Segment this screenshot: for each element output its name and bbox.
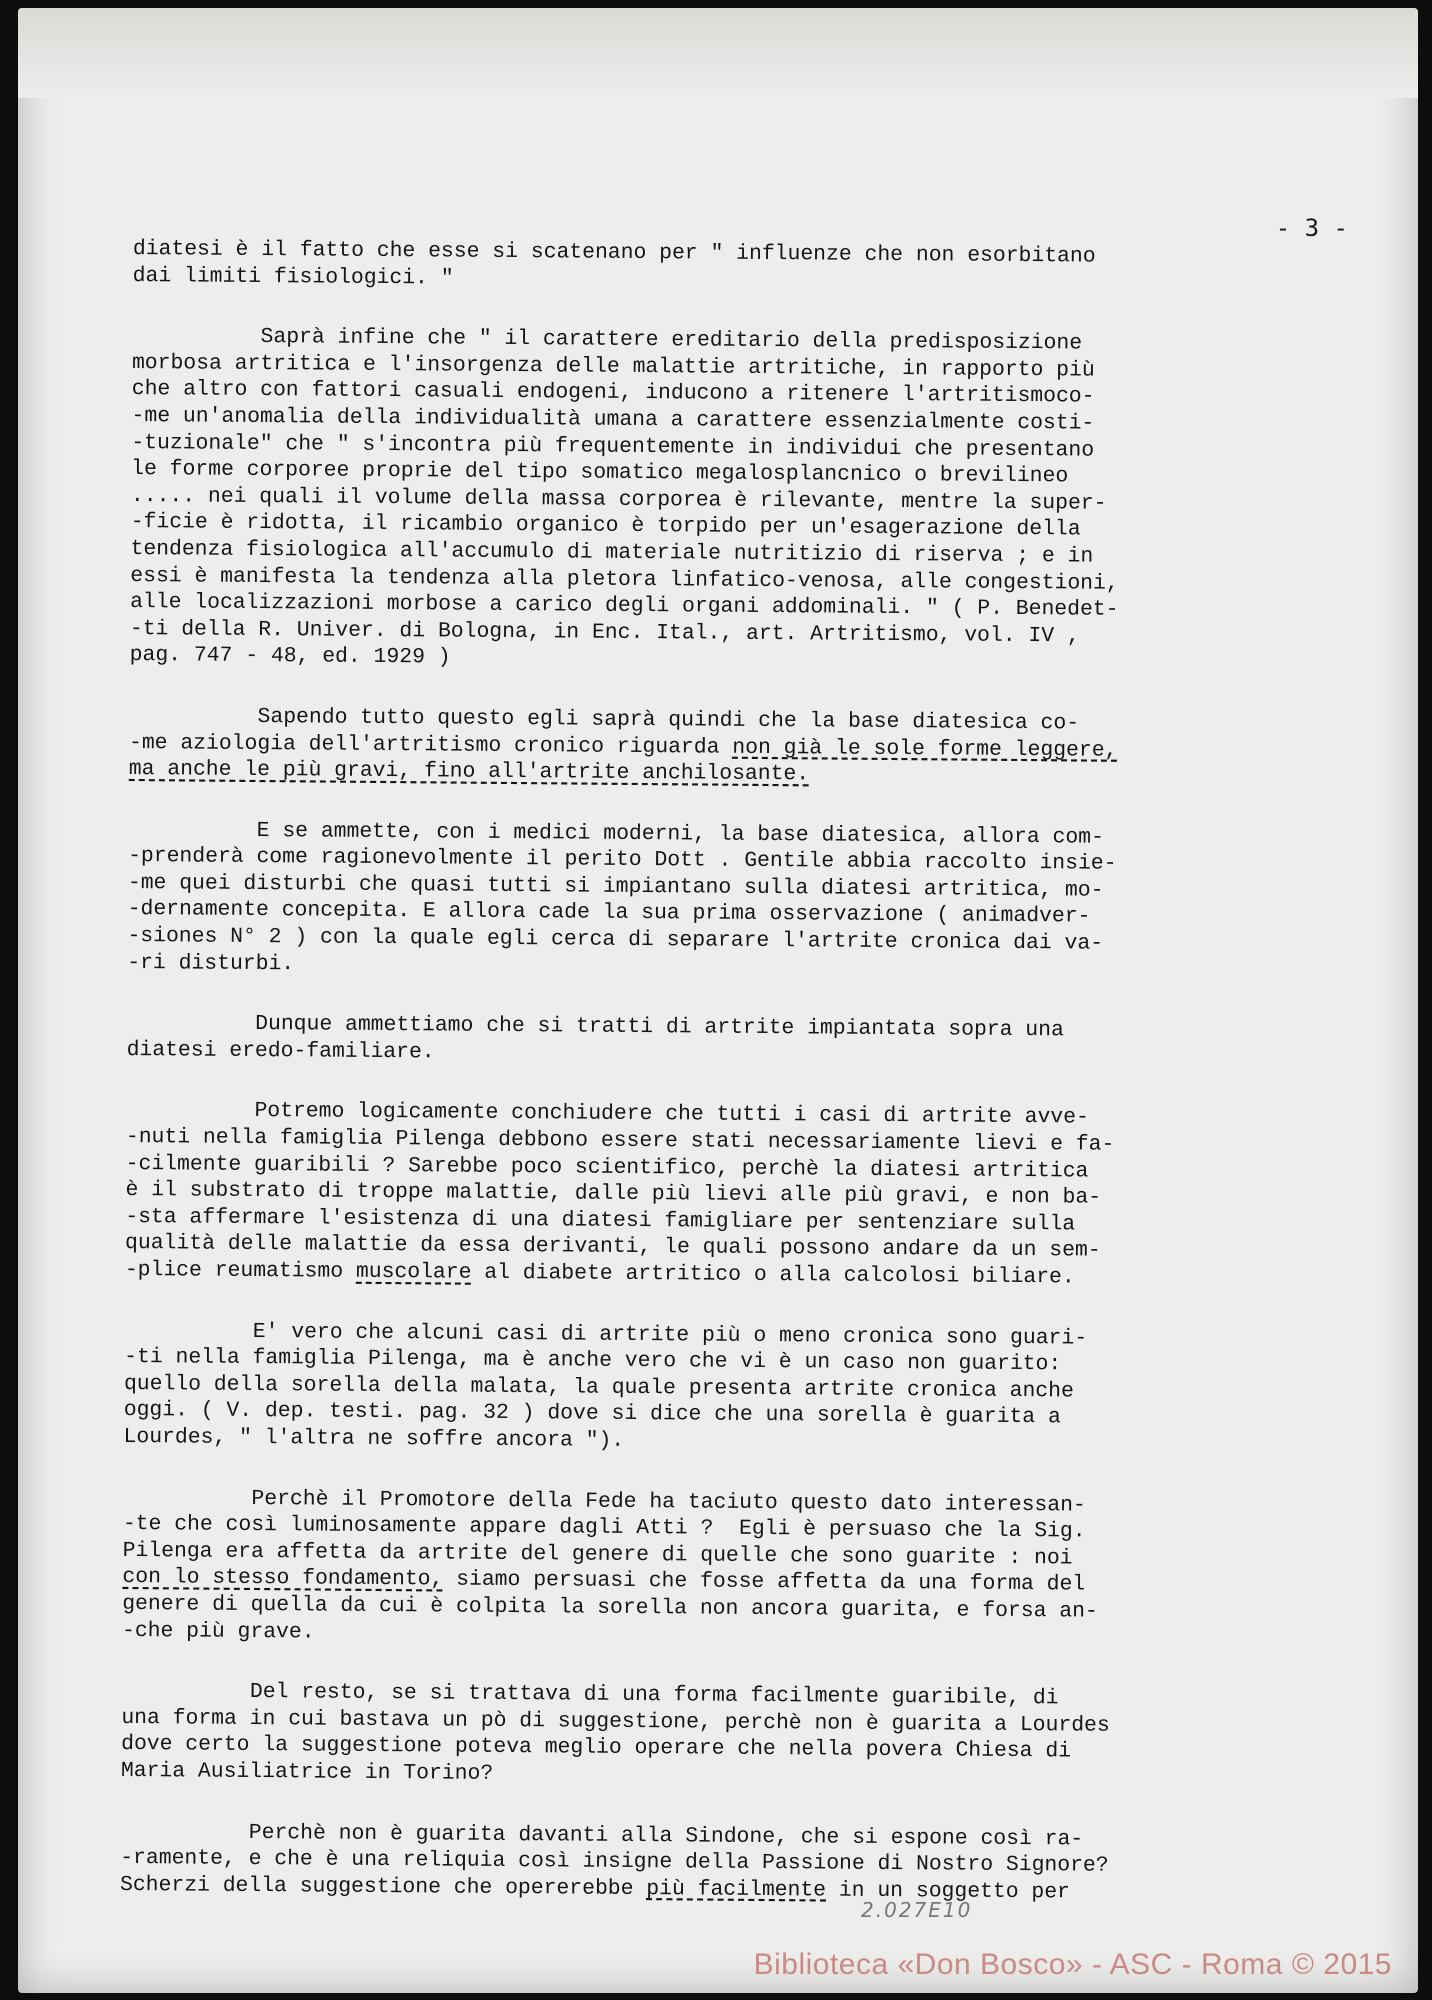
text-line: diatesi eredo-familiare. — [126, 1037, 435, 1065]
page-number: - 3 - — [1275, 214, 1348, 242]
page-top-shadow — [18, 8, 1418, 98]
text-line: Saprà infine che " il carattere ereditario della predisposizione — [132, 324, 1083, 356]
text-line: è il substrato di troppe malattie, dalle più lievi alle più gravi, e non ba- — [125, 1178, 1102, 1210]
text-line: -ti nella famiglia Pilenga, ma è anche vero che vi è un caso non guarito: — [124, 1345, 1062, 1377]
underlined-phrase: con lo stesso fondamento, — [122, 1565, 444, 1592]
text-line: morbosa artritica e l'insorgenza delle malattie artritiche, in rapporto più — [131, 350, 1095, 383]
text-line: -siones N° 2 ) con la quale egli cerca di separare l'artrite cronica dai va- — [127, 924, 1104, 956]
text-line: E' vero che alcuni casi di artrite più o meno cronica sono guari- — [124, 1318, 1088, 1351]
paragraph — [127, 1010, 1347, 1073]
text-line: -te che così luminosamente appare dagli Atti ? Egli è persuaso che la Sig. — [122, 1512, 1086, 1544]
text-line: una forma in cui bastava un pò di suggestione, perchè non è guarita a Lourdes — [121, 1705, 1110, 1738]
paragraph — [125, 1097, 1346, 1293]
text-line: dove certo la suggestione poteva meglio operare che nella povera Chiesa di — [121, 1732, 1072, 1764]
text-line: Del resto, se si trattava di una forma facilmente guaribile, di — [121, 1679, 1059, 1711]
underlined-phrase: muscolare — [355, 1259, 472, 1285]
paragraph — [133, 236, 1353, 299]
text-line: dai limiti fisiologici. " — [132, 263, 454, 291]
paragraph — [121, 1678, 1342, 1794]
text-line: -ficie è ridotta, il ricambio organico è torpido per un'esagerazione della — [130, 510, 1081, 542]
text-line: Perchè il Promotore della Fede ha taciuto questo dato interessan- — [122, 1485, 1086, 1518]
text-line: Dunque ammettiamo che si tratti di artrite impiantata sopra una — [126, 1011, 1064, 1043]
text-line: -che più grave. — [121, 1618, 315, 1645]
text-line: -me aziologia dell'artritismo cronico riguarda non già le sole forme leggere, — [128, 730, 1118, 763]
text-line: ..... nei quali il volume della massa corporea è rilevante, mentre la super- — [130, 483, 1107, 516]
text-line: -me quei disturbi che quasi tutti si impiantano sulla diatesi artritica, mo- — [127, 870, 1104, 903]
body-text — [120, 236, 1353, 1908]
underlined-phrase: ma anche le più gravi, fino all'artrite anchilosante. — [128, 757, 810, 787]
text-line: -ti della R. Univer. di Bologna, in Enc. Ital., art. Artritismo, vol. IV , — [129, 616, 1080, 649]
text-line: alle localizzazioni morbose a carico degli organi addominali. " ( P. Benedet- — [130, 590, 1119, 622]
paragraph — [122, 1485, 1343, 1654]
text-line: tendenza fisiologica all'accumulo di materiale nutritizio di riserva ; e in — [130, 536, 1094, 569]
text-line: -dernamente concepita. E allora cade la sua prima osservazione ( animadver- — [127, 897, 1091, 930]
text-line: quello della sorella della malata, la quale presenta artrite cronica anche — [123, 1371, 1074, 1404]
underlined-phrase: non già le sole forme leggere, — [732, 735, 1118, 763]
text-line: oggi. ( V. dep. testi. pag. 32 ) dove si dice che una sorella è guarita a — [123, 1398, 1061, 1430]
underlined-phrase: più facilmente — [646, 1876, 827, 1903]
text-line: -me un'anomalia della individualità umana a carattere essenzialmente costi- — [131, 403, 1095, 436]
paragraph — [120, 1818, 1341, 1907]
text-line: E se ammette, con i medici moderni, la base diatesica, allora com- — [128, 817, 1104, 850]
text-line: Scherzi della suggestione che opererebbe più facilmente in un soggetto per — [119, 1872, 1071, 1905]
text-line: Potremo logicamente conchiudere che tutti i casi di artrite avve- — [126, 1098, 1089, 1130]
text-line: che altro con fattori casuali endogeni, inducono a ritenere l'artritismoco- — [131, 377, 1095, 409]
text-line: -prenderà come ragionevolmente il perito Dott . Gentile abbia raccolto insie- — [128, 844, 1117, 877]
paragraph — [123, 1318, 1344, 1461]
text-line: -plice reumatismo muscolare al diabete artritico o alla calcolosi biliare. — [124, 1257, 1075, 1290]
text-line: pag. 747 - 48, ed. 1929 ) — [129, 643, 451, 670]
text-line: -sta affermare l'esistenza di una diatesi famigliare per sentenziare sulla — [125, 1204, 1076, 1237]
text-line: -cilmente guaribili ? Sarebbe poco scientifico, perchè la diatesi artritica — [125, 1151, 1089, 1184]
text-line: con lo stesso fondamento, siamo persuasi che fosse affetta da una forma del — [122, 1565, 1086, 1597]
typewritten-page — [18, 8, 1418, 1993]
text-line: Sapendo tutto questo egli saprà quindi che la base diatesica co- — [129, 703, 1080, 736]
text-line: -tuzionale" che " s'incontra più frequentemente in individui che presentano — [131, 430, 1095, 463]
text-line: genere di quella da cui è colpita la sorella non ancora guarita, e forsa an- — [122, 1591, 1098, 1624]
paragraph — [130, 323, 1353, 678]
text-line: essi è manifesta la tendenza alla pletora linfatico-venosa, alle congestioni, — [130, 563, 1119, 596]
text-line: Pilenga era affetta da artrite del genere di quelle che sono guarite : noi — [122, 1538, 1073, 1571]
text-line: Maria Ausiliatrice in Torino? — [120, 1758, 494, 1786]
paragraph — [129, 703, 1350, 792]
text-line: le forme corporee proprie del tipo somatico megalosplancnico o brevilineo — [131, 457, 1069, 489]
text-line: -ri disturbi. — [127, 950, 295, 976]
text-line: diatesi è il fatto che esse si scatenano per " influenze che non esorbitano — [132, 236, 1096, 269]
text-line: qualità delle malattie da essa derivanti, le quali possono andare da un sem- — [124, 1231, 1101, 1264]
text-line: -ramente, e che è una reliquia così insigne della Passione di Nostro Signore? — [120, 1846, 1109, 1878]
paragraph — [127, 817, 1348, 986]
text-line: Lourdes, " l'altra ne soffre ancora "). — [123, 1424, 625, 1453]
handwritten-archive-number: 2.027E10 — [861, 1898, 973, 1922]
text-line: Perchè non è guarita davanti alla Sindone, che si espone così ra- — [120, 1819, 1084, 1852]
archive-watermark: Biblioteca «Don Bosco» - ASC - Roma © 2015 — [753, 1948, 1392, 1981]
text-line: -nuti nella famiglia Pilenga debbono essere stati necessariamente lievi e fa- — [125, 1125, 1115, 1157]
